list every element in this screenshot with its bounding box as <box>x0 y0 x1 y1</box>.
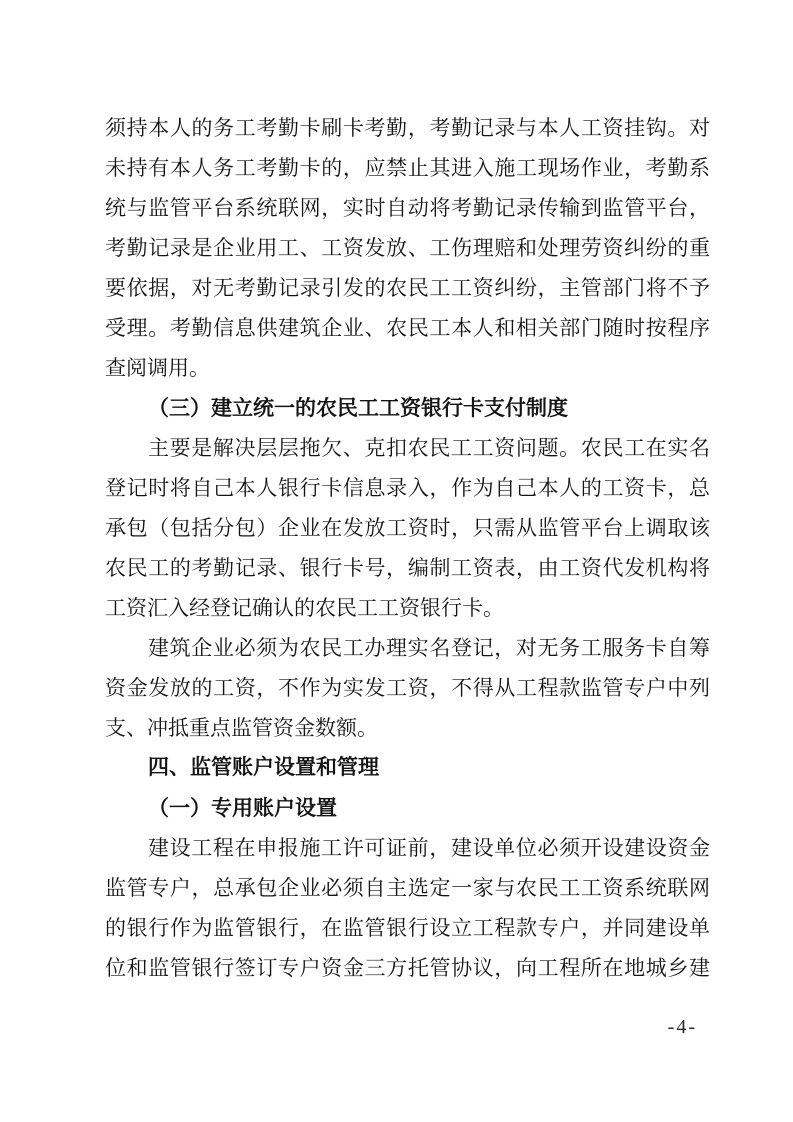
heading-item1-special-account: （一）专用账户设置 <box>148 796 337 820</box>
page-body <box>105 108 710 988</box>
text-line: 统与监管平台系统联网，实时自动将考勤记录传输到监管平台， <box>105 196 710 220</box>
text-line: 受理。考勤信息供建筑企业、农民工本人和相关部门随时按程序 <box>105 316 710 340</box>
text-line: 查阅调用。 <box>105 356 210 380</box>
text-line: 考勤记录是企业用工、工资发放、工伤理赔和处理劳资纠纷的重 <box>105 236 710 260</box>
paragraph-special-account <box>105 828 710 988</box>
paragraph-bankcard-payment <box>105 428 710 628</box>
text-line: 主要是解决层层拖欠、克扣农民工工资问题。农民工在实名 <box>148 436 710 460</box>
text-line: 承包（包括分包）企业在发放工资时，只需从监管平台上调取该 <box>105 516 710 540</box>
page-number: -4- <box>667 1016 697 1038</box>
text-line: 要依据，对无考勤记录引发的农民工工资纠纷，主管部门将不予 <box>105 276 710 300</box>
text-line: 登记时将自己本人银行卡信息录入，作为自己本人的工资卡，总 <box>105 476 710 500</box>
text-line: 支、冲抵重点监管资金数额。 <box>105 716 378 740</box>
text-line: 位和监管银行签订专户资金三方托管协议，向工程所在地城乡建 <box>105 956 710 980</box>
text-line: 建筑企业必须为农民工办理实名登记，对无务工服务卡自筹 <box>148 636 710 660</box>
heading-section4-account-management: 四、监管账户设置和管理 <box>148 756 379 779</box>
text-line: 的银行作为监管银行，在监管银行设立工程款专户，并同建设单 <box>105 916 710 940</box>
text-line: 工资汇入经登记确认的农民工工资银行卡。 <box>105 596 504 620</box>
text-line: 资金发放的工资，不作为实发工资，不得从工程款监管专户中列 <box>105 676 710 700</box>
text-line: 农民工的考勤记录、银行卡号，编制工资表，由工资代发机构将 <box>105 556 710 580</box>
text-line: 建设工程在申报施工许可证前，建设单位必须开设建设资金 <box>148 836 710 860</box>
paragraph-realname-registration <box>105 628 710 748</box>
text-line: 未持有本人务工考勤卡的，应禁止其进入施工现场作业，考勤系 <box>105 156 710 180</box>
paragraph-attendance-continued <box>105 108 710 388</box>
heading-item3-bankcard-system: （三）建立统一的农民工工资银行卡支付制度 <box>148 396 568 420</box>
text-line: 监管专户，总承包企业必须自主选定一家与农民工工资系统联网 <box>105 876 710 900</box>
text-line: 须持本人的务工考勤卡刷卡考勤，考勤记录与本人工资挂钩。对 <box>105 116 710 140</box>
